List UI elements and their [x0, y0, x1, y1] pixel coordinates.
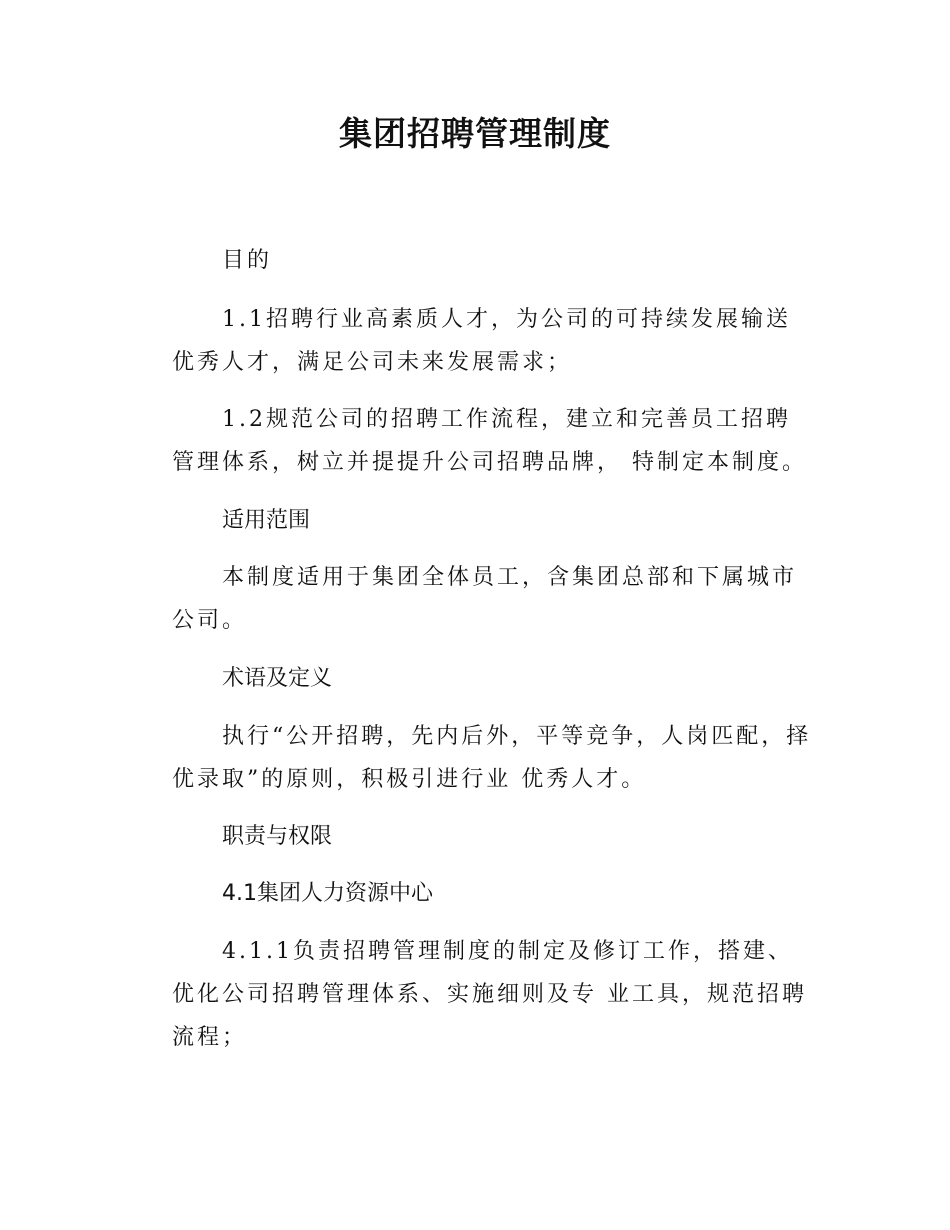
paragraph-1-1: 1.1招聘行业高素质人才，为公司的可持续发展输送优秀人才，满足公司未来发展需求； [172, 307, 791, 375]
paragraph-terms: 执行“公开招聘，先内后外，平等竞争，人岗匹配，择优录取”的原则，积极引进行业 优秀人才。 [172, 724, 812, 792]
duties-heading: 职责与权限 [222, 824, 333, 849]
subsection-4-1-heading: 4.1集团人力资源中心 [222, 881, 433, 906]
scope-heading: 适用范围 [222, 508, 311, 533]
paragraph-4-1-1: 4.1.1负责招聘管理制度的制定及修订工作，搭建、优化公司招聘管理体系、实施细则及专 业工具，规范招聘流程； [172, 939, 807, 1050]
page-title: 集团招聘管理制度 [339, 114, 611, 153]
purpose-heading: 目的 [222, 248, 273, 273]
paragraph-1-2: 1.2规范公司的招聘工作流程，建立和完善员工招聘管理体系，树立并提提升公司招聘品牌， 特制定本制度。 [172, 407, 807, 475]
paragraph-scope: 本制度适用于集团全体员工，含集团总部和下属城市公司。 [172, 565, 798, 633]
terms-heading: 术语及定义 [222, 666, 333, 691]
